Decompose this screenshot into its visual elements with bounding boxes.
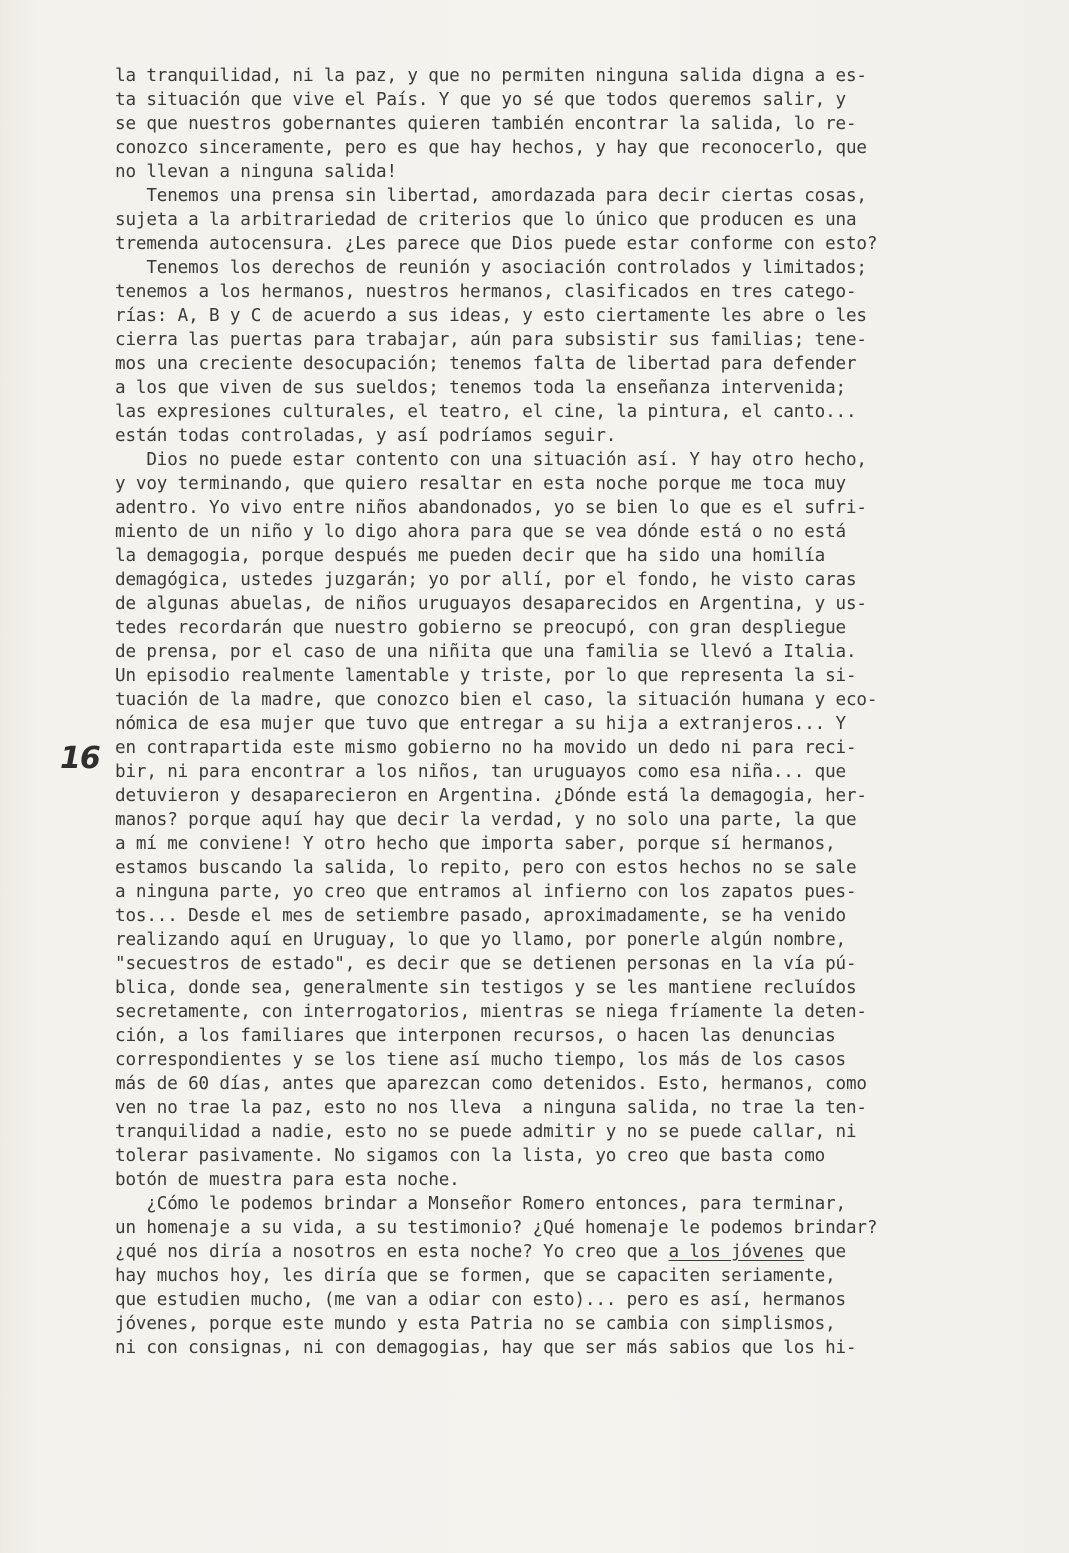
text-line: se que nuestros gobernantes quieren también encontrar la salida, lo re- (115, 114, 857, 134)
text-line: jóvenes, porque este mundo y esta Patria no se cambia con simplismos, (115, 1314, 836, 1334)
text-line: tuación de la madre, que conozco bien el caso, la situación humana y eco- (115, 690, 878, 710)
text-line: adentro. Yo vivo entre niños abandonados, yo se bien lo que es el sufri- (115, 498, 867, 518)
text-line: Un episodio realmente lamentable y triste, por lo que representa la si- (115, 666, 857, 686)
text-line: tenemos a los hermanos, nuestros hermanos, clasificados en tres catego- (115, 282, 857, 302)
text-line: Tenemos los derechos de reunión y asociación controlados y limitados; (115, 258, 867, 278)
text-line: a ninguna parte, yo creo que entramos al infierno con los zapatos pues- (115, 882, 857, 902)
underlined-phrase: a los jóvenes (668, 1242, 805, 1262)
text-line: Tenemos una prensa sin libertad, amordazada para decir ciertas cosas, (115, 186, 867, 206)
text-line: demagógica, ustedes juzgarán; yo por allí, por el fondo, he visto caras (115, 570, 857, 590)
text-line: de algunas abuelas, de niños uruguayos desaparecidos en Argentina, y us- (115, 594, 867, 614)
text-line: y voy terminando, que quiero resaltar en esta noche porque me toca muy (115, 474, 846, 494)
text-line: más de 60 días, antes que aparezcan como detenidos. Esto, hermanos, como (115, 1074, 867, 1094)
text-line: la tranquilidad, ni la paz, y que no permiten ninguna salida digna a es- (115, 66, 867, 86)
text-line: tolerar pasivamente. No sigamos con la lista, yo creo que basta como (115, 1146, 826, 1166)
text-line: ta situación que vive el País. Y que yo sé que todos queremos salir, y (115, 90, 846, 110)
text-line: manos? porque aquí hay que decir la verdad, y no solo una parte, la que (115, 810, 857, 830)
text-line: secretamente, con interrogatorios, mientras se niega fríamente la deten- (115, 1002, 867, 1022)
text-line: ¿Cómo le podemos brindar a Monseñor Romero entonces, para terminar, (115, 1194, 846, 1214)
text-line: estamos buscando la salida, lo repito, pero con estos hechos no se sale (115, 858, 857, 878)
text-line: ven no trae la paz, esto no nos lleva a ninguna salida, no trae la ten- (115, 1098, 867, 1118)
text-line: tranquilidad a nadie, esto no se puede admitir y no se puede callar, ni (115, 1122, 857, 1142)
text-line: un homenaje a su vida, a su testimonio? ¿Qué homenaje le podemos brindar? (115, 1218, 878, 1238)
text-line: en contrapartida este mismo gobierno no ha movido un dedo ni para reci- (115, 738, 857, 758)
text-segment: ¿qué nos diría a nosotros en esta noche? Yo creo que (115, 1242, 669, 1262)
text-line: tedes recordarán que nuestro gobierno se preocupó, con gran despliegue (115, 618, 846, 638)
text-line: de prensa, por el caso de una niñita que una familia se llevó a Italia. (115, 642, 857, 662)
text-line: están todas controladas, y así podríamos seguir. (115, 426, 617, 446)
text-line: tremenda autocensura. ¿Les parece que Dios puede estar conforme con esto? (115, 234, 878, 254)
text-line: ni con consignas, ni con demagogias, hay que ser más sabios que los hi- (115, 1338, 857, 1358)
text-line: mos una creciente desocupación; tenemos falta de libertad para defender (115, 354, 857, 374)
text-line: conozco sinceramente, pero es que hay hechos, y hay que reconocerlo, que (115, 138, 867, 158)
text-line (115, 1240, 995, 1264)
text-line: botón de muestra para esta noche. (115, 1170, 460, 1190)
text-line: ción, a los familiares que interponen recursos, o hacen las denuncias (115, 1026, 836, 1046)
text-line: sujeta a la arbitrariedad de criterios que lo único que producen es una (115, 210, 857, 230)
text-line: correspondientes y se los tiene así mucho tiempo, los más de los casos (115, 1050, 846, 1070)
text-line: "secuestros de estado", es decir que se detienen personas en la vía pú- (115, 954, 857, 974)
text-line: detuvieron y desaparecieron en Argentina. ¿Dónde está la demagogia, her- (115, 786, 867, 806)
text-line: tos... Desde el mes de setiembre pasado, aproximadamente, se ha venido (115, 906, 846, 926)
text-line: blica, donde sea, generalmente sin testigos y se les mantiene recluídos (115, 978, 857, 998)
text-line: las expresiones culturales, el teatro, el cine, la pintura, el canto... (115, 402, 857, 422)
page-number: 16 (60, 741, 100, 776)
text-line: cierra las puertas para trabajar, aún para subsistir sus familias; tene- (115, 330, 867, 350)
text-line: nómica de esa mujer que tuvo que entregar a su hija a extranjeros... Y (115, 714, 846, 734)
text-line: a los que viven de sus sueldos; tenemos toda la enseñanza intervenida; (115, 378, 846, 398)
text-line: bir, ni para encontrar a los niños, tan uruguayos como esa niña... que (115, 762, 846, 782)
text-line: rías: A, B y C de acuerdo a sus ideas, y esto ciertamente les abre o les (115, 306, 867, 326)
text-line: hay muchos hoy, les diría que se formen, que se capaciten seriamente, (115, 1266, 836, 1286)
text-line: Dios no puede estar contento con una situación así. Y hay otro hecho, (115, 450, 867, 470)
text-segment: que (804, 1242, 846, 1262)
text-line: no llevan a ninguna salida! (115, 162, 397, 182)
text-line: la demagogia, porque después me pueden decir que ha sido una homilía (115, 546, 826, 566)
text-line: a mí me conviene! Y otro hecho que importa saber, porque sí hermanos, (115, 834, 836, 854)
text-line: realizando aquí en Uruguay, lo que yo llamo, por ponerle algún nombre, (115, 930, 846, 950)
text-line: miento de un niño y lo digo ahora para que se vea dónde está o no está (115, 522, 846, 542)
text-line: que estudien mucho, (me van a odiar con esto)... pero es así, hermanos (115, 1290, 846, 1310)
body-text (115, 64, 995, 1360)
